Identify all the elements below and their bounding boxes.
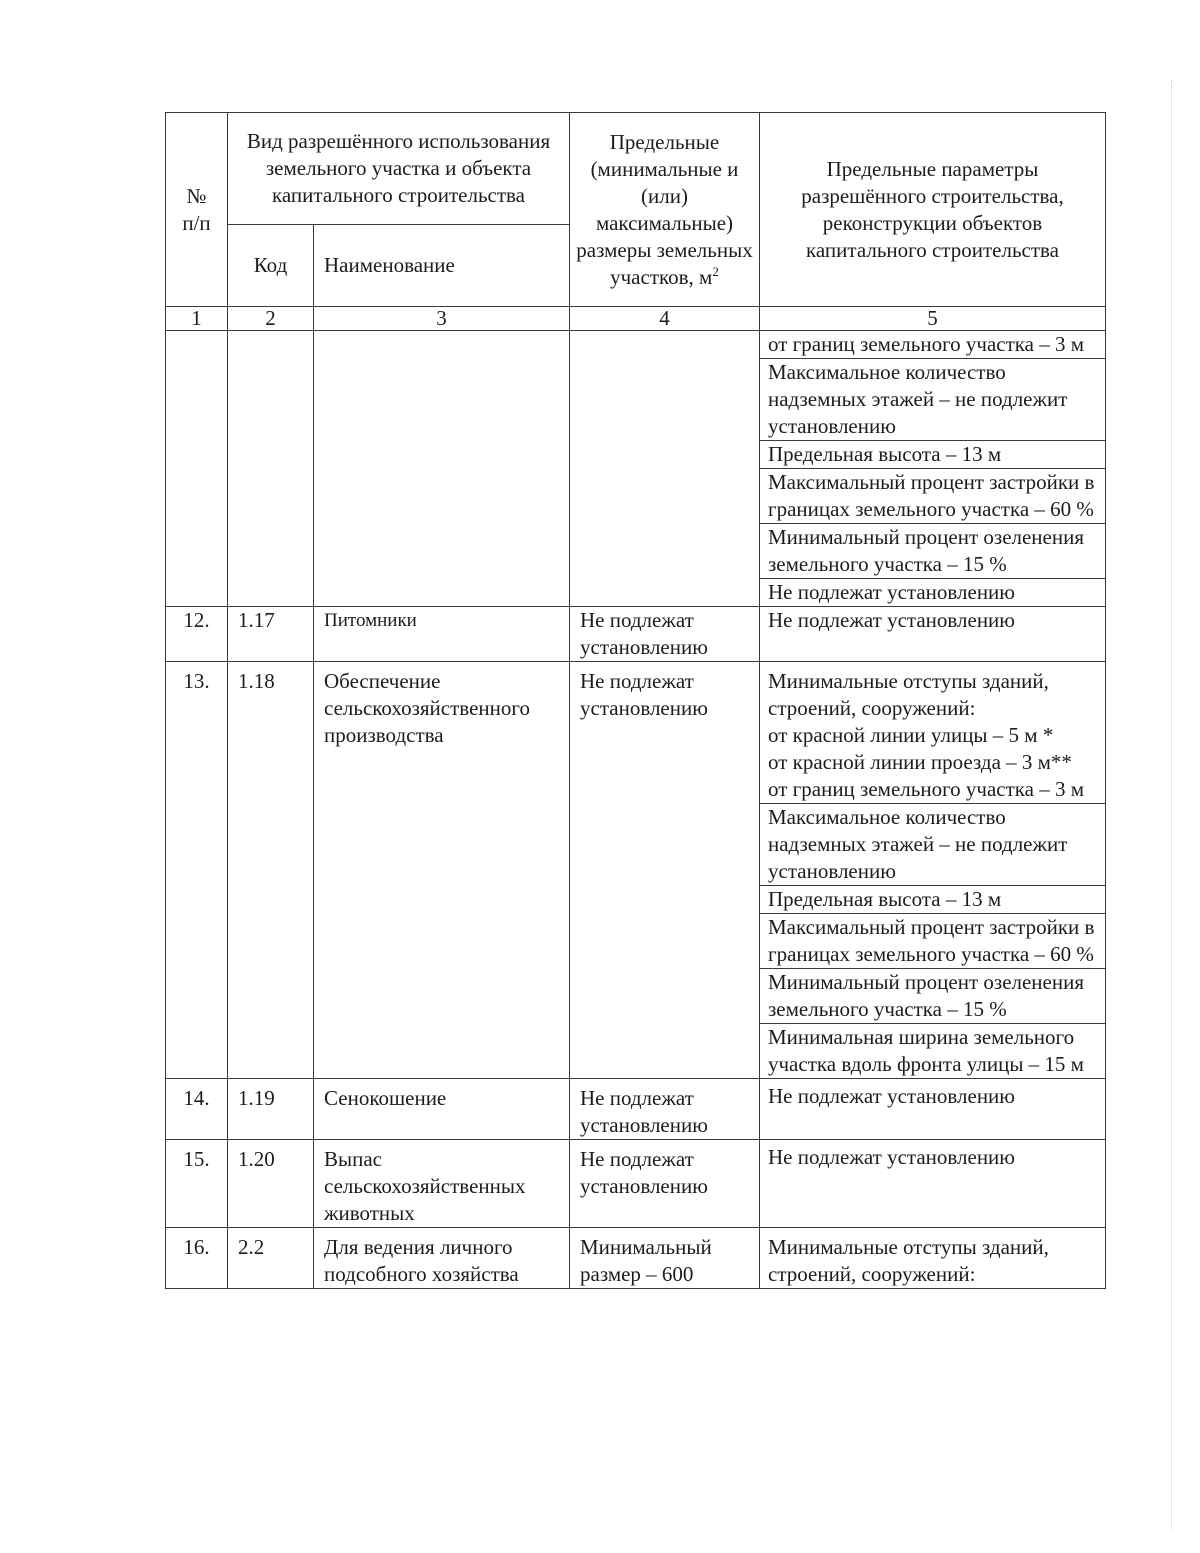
param-item: Максимальный процент застройки в границах земельного участка – 60 % [760,469,1105,524]
row-number: 15. [166,1140,228,1228]
row-code: 1.17 [228,607,314,662]
header-sizes-text: Предельные (минимальные и (или) максимальные) размеры земельных участков, м [576,129,753,289]
param-item: Минимальные отступы зданий, строений, сооружений: [768,1235,1049,1286]
row-number: 13. [166,662,228,1079]
row-name: Для ведения личного подсобного хозяйства [314,1228,570,1289]
scan-edge-artifact [1170,80,1172,1530]
table-row [166,1140,1106,1228]
param-item: Максимальное количество надземных этажей – не подлежит установлению [760,359,1105,441]
row-size: Минимальный размер – 600 [570,1228,760,1289]
header-num: № п/п [166,113,228,307]
cell-empty [314,331,570,607]
param-line: Минимальные отступы зданий, строений, сооружений: [768,669,1049,720]
land-use-table [165,112,1106,1289]
table-row [166,607,1106,662]
header-sizes-sup: 2 [712,263,719,279]
table-row [166,1228,1106,1289]
row-number: 16. [166,1228,228,1289]
row-name: Сенокошение [314,1079,570,1140]
row-name: Питомники [314,607,570,662]
row-code: 1.18 [228,662,314,1079]
row-code: 1.20 [228,1140,314,1228]
param-line: от красной линии улицы – 5 м * [768,723,1054,747]
column-number: 5 [760,307,1106,331]
params-cell [760,607,1106,662]
cell-empty [228,331,314,607]
param-item: от границ земельного участка – 3 м [760,331,1105,359]
param-item: Максимальное количество надземных этажей – не подлежит установлению [760,804,1105,886]
column-number-row [166,307,1106,331]
param-item: Минимальный процент озеленения земельного участка – 15 % [760,969,1105,1024]
column-number: 1 [166,307,228,331]
row-code: 1.19 [228,1079,314,1140]
param-item: Не подлежат установлению [768,608,1015,632]
params-cell [760,331,1106,607]
param-line: от границ земельного участка – 3 м [768,777,1085,801]
table-row [166,1079,1106,1140]
param-item: Предельная высота – 13 м [760,441,1105,469]
header-params: Предельные параметры разрешённого строительства, реконструкции объектов капитального строительства [760,113,1106,307]
params-cell [760,1228,1106,1289]
row-size: Не подлежат установлению [570,1079,760,1140]
cell-empty [166,331,228,607]
row-name: Обеспечение сельскохозяйственного производства [314,662,570,1079]
param-item: Минимальный процент озеленения земельного участка – 15 % [760,524,1105,579]
header-row [166,113,1106,225]
params-cell [760,1140,1106,1228]
param-item: Не подлежат установлению [768,580,1015,604]
table-row [166,662,1106,1079]
param-item-setbacks [760,662,1105,804]
row-size: Не подлежат установлению [570,607,760,662]
cell-empty [570,331,760,607]
column-number: 2 [228,307,314,331]
params-cell [760,662,1106,1079]
row-number: 12. [166,607,228,662]
row-size: Не подлежат установлению [570,662,760,1079]
header-code: Код [228,225,314,307]
param-item: Предельная высота – 13 м [760,886,1105,914]
header-sizes [570,113,760,307]
header-name: Наименование [314,225,570,307]
column-number: 3 [314,307,570,331]
param-item: Минимальная ширина земельного участка вдоль фронта улицы – 15 м [768,1025,1084,1076]
param-item: Не подлежат установлению [768,1084,1015,1108]
param-item: Максимальный процент застройки в границах земельного участка – 60 % [760,914,1105,969]
params-cell [760,1079,1106,1140]
row-code: 2.2 [228,1228,314,1289]
param-line: от красной линии проезда – 3 м** [768,750,1072,774]
column-number: 4 [570,307,760,331]
row-name: Выпас сельскохозяйственных животных [314,1140,570,1228]
row-number: 14. [166,1079,228,1140]
param-item: Не подлежат установлению [768,1145,1015,1169]
row-size: Не подлежат установлению [570,1140,760,1228]
header-use-type: Вид разрешённого использования земельного участка и объекта капитального строительства [228,113,570,225]
table-row-continued [166,331,1106,607]
